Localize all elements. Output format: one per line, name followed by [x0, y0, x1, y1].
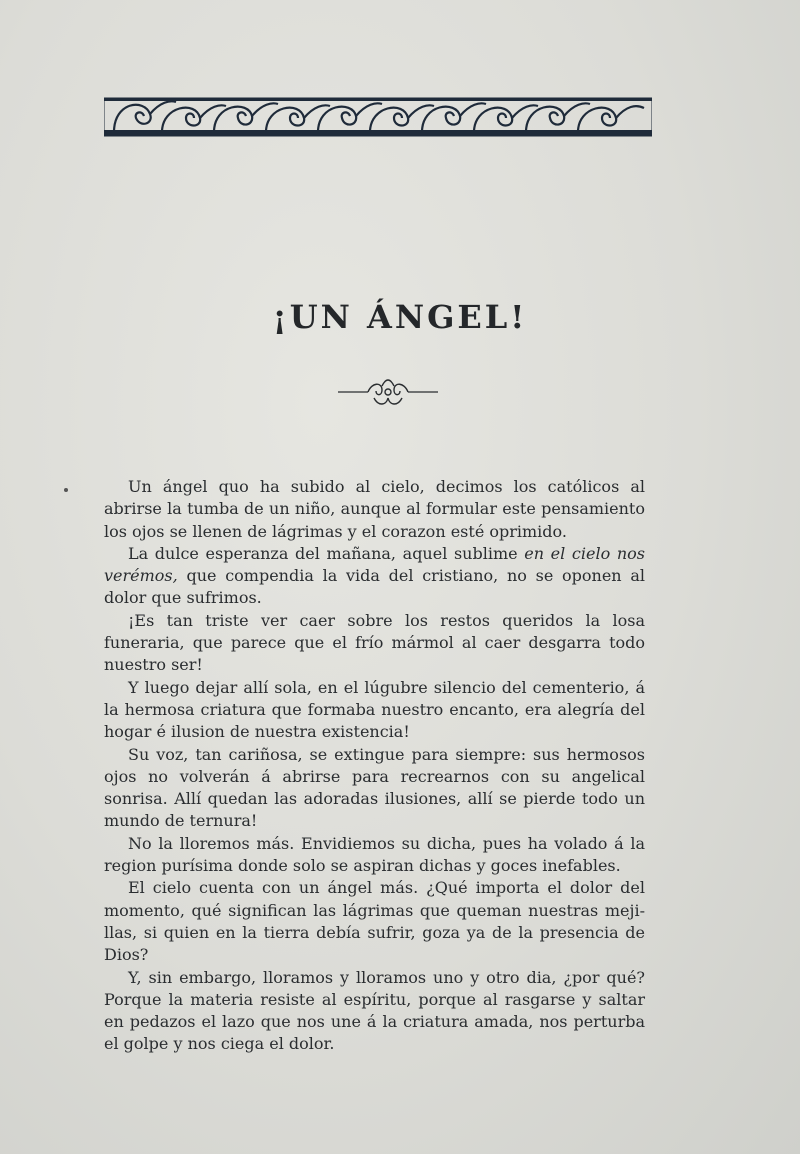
paragraph: Y, sin embargo, lloramos y lloramos uno y otro dia, ¿por qué? Porque la materia resiste al espíritu, porque al rasgarse y saltar en pedazos el lazo que nos une á la criatura amada, nos perturba el golpe y nos ciega el dolor.: [104, 967, 645, 1054]
paragraph: [104, 543, 645, 610]
paragraph: No la lloremos más. Envidiemos su dicha, pues ha volado á la region purísima donde solo se aspiran dichas y goces inefables.: [104, 833, 645, 876]
fleuron-divider-icon: [338, 376, 438, 408]
body-text: [104, 476, 645, 1056]
margin-dot: [64, 488, 68, 492]
paragraph-text: que compendia la vida del cristiano, no se oponen al dolor que sufrimos.: [104, 566, 645, 608]
headpiece-ornament-icon: [104, 92, 652, 142]
paragraph: El cielo cuenta con un ángel más. ¿Qué importa el dolor del momento, qué significan las lágrimas que queman nuestras meji-llas, si quien en la tierra debía sufrir, goza ya de la presencia de Dios?: [104, 878, 645, 965]
italic-phrase: en el cielo nos verémos,: [104, 543, 646, 586]
paragraph: Un ángel quo ha subido al cielo, decimos los católicos al abrirse la tumba de un niño, aunque al formular este pensamiento los ojos se llenen de lágrimas y el corazon esté oprimido.: [104, 477, 645, 541]
paragraph-text: La dulce esperanza del mañana, aquel sublime: [128, 543, 525, 563]
page-title: ¡UN ÁNGEL!: [272, 298, 528, 336]
paragraph: ¡Es tan triste ver caer sobre los restos queridos la losa funeraria, que parece que el frío mármol al caer desgarra todo nuestro ser!: [104, 610, 645, 675]
paragraph: Su voz, tan cariñosa, se extingue para siempre: sus hermosos ojos no volverán á abrirse para recrearnos con su angelical sonrisa. Allí quedan las adoradas ilusiones, allí se pierde todo un mundo de ternura!: [104, 744, 645, 831]
paragraph: Y luego dejar allí sola, en el lúgubre silencio del cementerio, á la hermosa criatura que formaba nuestro encanto, era alegría del hogar é ilusion de nuestra existencia!: [104, 677, 645, 742]
